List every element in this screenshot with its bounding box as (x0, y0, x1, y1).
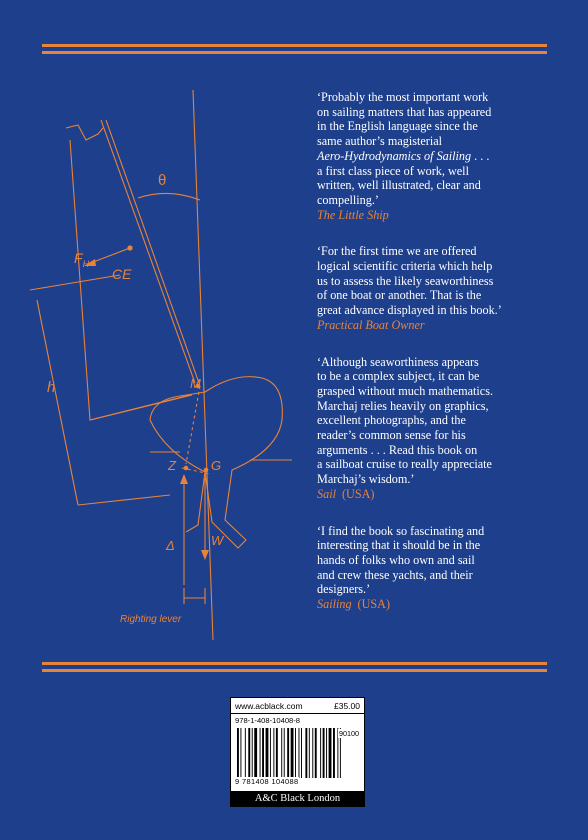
quote-sailing (317, 524, 579, 612)
boom (90, 395, 192, 420)
quote-text: ‘Although seaworthiness appears to be a complex subject, it can be grasped without much mathematics. Marchaj relies heavily on graphics, excellent photographs, and the reader’s common sense for his arguments . . . Read this book on a sailboat cruise to really appreciate Marchaj’s wisdom.’ (317, 354, 493, 487)
quote-source: The Little Ship (317, 207, 389, 222)
book-title: Aero-Hydrodynamics of Sailing (317, 148, 472, 163)
w-label: W (211, 533, 224, 548)
h-dimension-line (37, 300, 78, 505)
g-label: G (211, 458, 222, 473)
quote-text-after: . . . a first class piece of work, well written, well illustrated, clear and compelling.’ (317, 148, 490, 207)
sail-head (66, 125, 103, 140)
quote-practical-boat-owner (317, 244, 579, 332)
m-label: M (190, 376, 201, 391)
h-lower-tick (78, 495, 170, 505)
delta-label: Δ (166, 538, 175, 553)
quote-source: Sailing (USA) (317, 597, 391, 612)
ce-point (127, 245, 132, 250)
barcode-box (230, 697, 365, 807)
h-upper-tick (30, 275, 120, 290)
barcode-number: 9 781408 104088 (235, 777, 299, 786)
quote-text: ‘Probably the most important work on sailing matters that has appeared in the English language since the same author’s magisterial (317, 90, 492, 149)
h-label: h (47, 379, 56, 396)
quote-text: ‘For the first time we are offered logical scientific criteria which help us to assess the likely seaworthiness of one boat or another. That is the great advance displayed in this book.’ (317, 244, 502, 318)
delta-arrowhead (180, 474, 188, 484)
w-arrowhead (201, 550, 209, 560)
quote-source: Sail (USA) (317, 486, 375, 501)
price-code: 90100 (339, 729, 359, 738)
fh-label: $F_H$ (74, 250, 90, 269)
price: £35.00 (334, 700, 360, 711)
publisher-banner: A&C Black London (231, 791, 364, 806)
bottom-rule-upper (42, 662, 547, 665)
quote-source: Practical Boat Owner (317, 317, 425, 332)
theta-arc (138, 193, 200, 200)
z-point (184, 466, 189, 471)
vertical-reference-line (193, 90, 213, 640)
isbn: 978-1-408-10408-8 (235, 716, 301, 725)
review-quotes (317, 90, 579, 634)
mast-line-left (101, 120, 195, 383)
g-point (204, 468, 209, 473)
quote-sail (317, 355, 579, 502)
ce-label: CE (112, 266, 132, 282)
theta-label: θ (158, 172, 167, 189)
bottom-rule-lower (42, 669, 547, 672)
righting-lever-label: Righting lever (120, 614, 182, 625)
keel-outline (186, 472, 205, 532)
quote-text: ‘I find the book so fascinating and interesting that it should be in the hands of folks who own and sail and crew these yachts, and their designers.’ (317, 523, 485, 597)
z-label: Z (168, 458, 176, 473)
publisher-url: www.acblack.com (235, 700, 303, 711)
mz-dashed (186, 386, 200, 464)
quote-little-ship (317, 90, 579, 222)
